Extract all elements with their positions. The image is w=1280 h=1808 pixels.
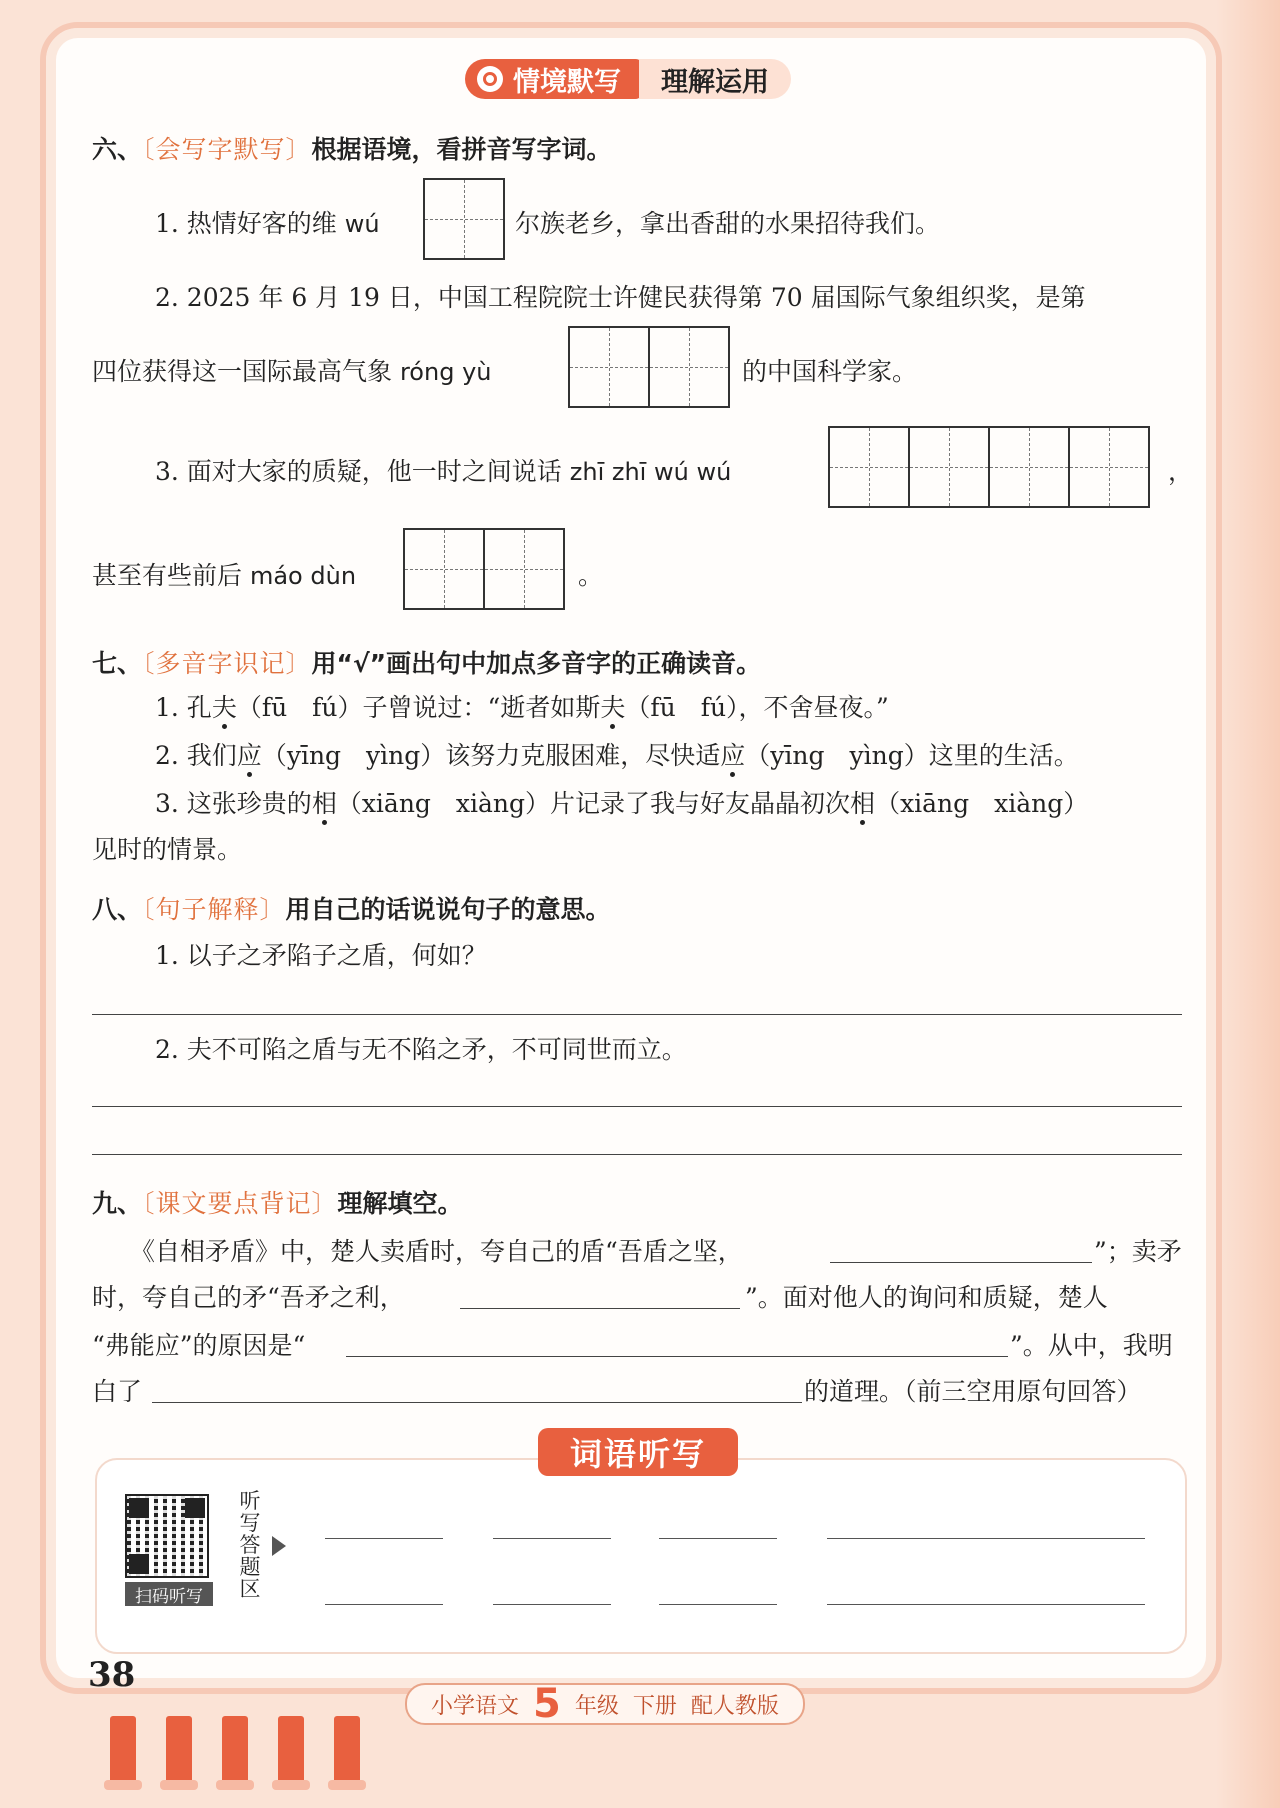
- qr-code-icon[interactable]: [127, 1496, 207, 1576]
- s8-q2-answer-line[interactable]: [92, 1106, 1182, 1107]
- s6-q1-answer-grid[interactable]: [423, 178, 505, 260]
- section-9-tag: 〔课文要点背记〕: [142, 1189, 338, 1218]
- dictation-line[interactable]: [659, 1604, 777, 1605]
- s9-line2-a: 时，夸自己的矛“吾矛之利，: [92, 1283, 405, 1312]
- s6-q1-pinyin: wú: [344, 210, 380, 238]
- writing-cell[interactable]: [423, 178, 505, 260]
- dictation-line[interactable]: [827, 1604, 1145, 1605]
- s7-q2[interactable]: 2. 我们应（yīng yìng）该努力克服困难，尽快适应（yīng yìng）这里的生活。: [155, 741, 1079, 770]
- s8-q1-answer-line[interactable]: [92, 1014, 1182, 1015]
- footer-grade-number: 5: [533, 1681, 561, 1727]
- writing-cell[interactable]: [568, 326, 650, 408]
- s9-line4-b: 的道理。（前三空用原句回答）: [804, 1377, 1142, 1406]
- s6-q2-prefix: 四位获得这一国际最高气象 róng yù: [92, 357, 492, 386]
- s9-line1-a: 《自相矛盾》中，楚人卖盾时，夸自己的盾“吾盾之坚，: [130, 1237, 743, 1266]
- s6-q3-end: 。: [578, 561, 604, 590]
- section-7-heading: [92, 644, 761, 680]
- section-9-instruction: 理解填空。: [337, 1189, 463, 1218]
- writing-cell[interactable]: [828, 426, 910, 508]
- dictation-line[interactable]: [659, 1538, 777, 1539]
- s6-q3-answer-grid[interactable]: [828, 426, 1150, 508]
- dictation-box: [95, 1458, 1187, 1654]
- s6-q1-prefix: 1. 热情好客的维 wú: [155, 209, 380, 238]
- page-number: 38: [88, 1655, 136, 1695]
- footer-grade: 年级: [574, 1693, 619, 1719]
- header-title: 情境默写: [513, 66, 621, 98]
- s6-q1-suffix: 尔族老乡，拿出香甜的水果招待我们。: [515, 209, 941, 238]
- writing-cell[interactable]: [648, 326, 730, 408]
- pencil-icon: [222, 1716, 248, 1786]
- header-subtitle: 理解运用: [639, 59, 791, 99]
- section-header: [465, 58, 791, 100]
- page-edge-decoration: [1216, 0, 1280, 1808]
- dictation-line[interactable]: [325, 1538, 443, 1539]
- s8-q2: 2. 夫不可陷之盾与无不陷之矛，不可同世而立。: [155, 1035, 687, 1064]
- s9-blank-4[interactable]: [152, 1402, 802, 1403]
- dictation-line[interactable]: [493, 1538, 611, 1539]
- s8-q2-answer-line-2[interactable]: [92, 1154, 1182, 1155]
- section-8-heading: [92, 890, 611, 926]
- footer-volume: 下册: [632, 1693, 677, 1719]
- play-arrow-icon: [272, 1536, 286, 1556]
- s9-line2-b: ”。面对他人的询问和质疑，楚人: [745, 1283, 1108, 1312]
- section-6-number: 六、: [92, 135, 143, 164]
- pencil-icon: [278, 1716, 304, 1786]
- section-6-heading: [92, 130, 612, 166]
- dictation-side-label: 听写答题区: [239, 1489, 261, 1601]
- s6-q2-pinyin: róng yù: [399, 358, 492, 386]
- header-title-pill: [465, 59, 643, 99]
- s9-line3-b: ”。从中，我明: [1010, 1331, 1173, 1360]
- dictation-line[interactable]: [325, 1604, 443, 1605]
- dictation-title: 词语听写: [538, 1428, 738, 1476]
- badge-icon: [477, 66, 503, 92]
- writing-cell[interactable]: [403, 528, 485, 610]
- section-7-number: 七、: [92, 649, 143, 678]
- writing-cell[interactable]: [988, 426, 1070, 508]
- s9-blank-1[interactable]: [830, 1262, 1092, 1263]
- s6-q2-suffix: 的中国科学家。: [742, 357, 918, 386]
- section-8-number: 八、: [92, 895, 143, 924]
- s6-q3-comma: ，: [1168, 457, 1194, 486]
- dictation-line[interactable]: [493, 1604, 611, 1605]
- s6-q3-pinyin2: máo dùn: [249, 562, 357, 590]
- section-7-instruction: 用“√”画出句中加点多音字的正确读音。: [311, 649, 762, 678]
- pencil-icon: [110, 1716, 136, 1786]
- section-8-tag: 〔句子解释〕: [142, 895, 286, 924]
- qr-label: 扫码听写: [125, 1582, 213, 1606]
- s6-q2-line1: 2. 2025 年 6 月 19 日，中国工程院院士许健民获得第 70 届国际气象组织奖，是第: [155, 283, 1086, 312]
- s9-blank-2[interactable]: [460, 1308, 740, 1309]
- s9-line1-b: ”；卖矛: [1094, 1237, 1182, 1266]
- s6-q3-pinyin: zhī zhī wú wú: [569, 458, 732, 486]
- section-6-instruction: 根据语境，看拼音写字词。: [311, 135, 612, 164]
- pencil-icon: [166, 1716, 192, 1786]
- section-8-instruction: 用自己的话说说句子的意思。: [285, 895, 611, 924]
- s9-line4-a: 白了: [92, 1377, 143, 1406]
- pencil-icon: [334, 1716, 360, 1786]
- footer-edition: 配人教版: [690, 1693, 779, 1719]
- dictation-line[interactable]: [827, 1538, 1145, 1539]
- s9-blank-3[interactable]: [346, 1356, 1008, 1357]
- section-9-number: 九、: [92, 1189, 143, 1218]
- writing-cell[interactable]: [908, 426, 990, 508]
- s9-line3-a: “弗能应”的原因是“: [92, 1331, 306, 1360]
- section-9-heading: [92, 1184, 463, 1220]
- writing-cell[interactable]: [483, 528, 565, 610]
- s7-q1[interactable]: 1. 孔夫（fū fú）子曾说过：“逝者如斯夫（fū fú），不舍昼夜。”: [155, 693, 889, 722]
- s6-q3-answer-grid2[interactable]: [403, 528, 565, 610]
- footer-book-info: [405, 1683, 805, 1725]
- pencil-decoration: [110, 1716, 360, 1786]
- s7-q3-continued: 见时的情景。: [92, 835, 243, 864]
- footer-subject: 小学语文: [431, 1693, 520, 1719]
- s6-q3-prefix2: 甚至有些前后 máo dùn: [92, 561, 357, 590]
- s6-q3-prefix: 3. 面对大家的质疑，他一时之间说话 zhī zhī wú wú: [155, 457, 732, 486]
- s6-q2-answer-grid[interactable]: [568, 326, 730, 408]
- writing-cell[interactable]: [1068, 426, 1150, 508]
- section-6-tag: 〔会写字默写〕: [142, 135, 312, 164]
- s8-q1: 1. 以子之矛陷子之盾，何如？: [155, 941, 487, 970]
- section-7-tag: 〔多音字识记〕: [142, 649, 312, 678]
- s7-q3[interactable]: 3. 这张珍贵的相（xiāng xiàng）片记录了我与好友晶晶初次相（xiāng xiàng）: [155, 789, 1089, 818]
